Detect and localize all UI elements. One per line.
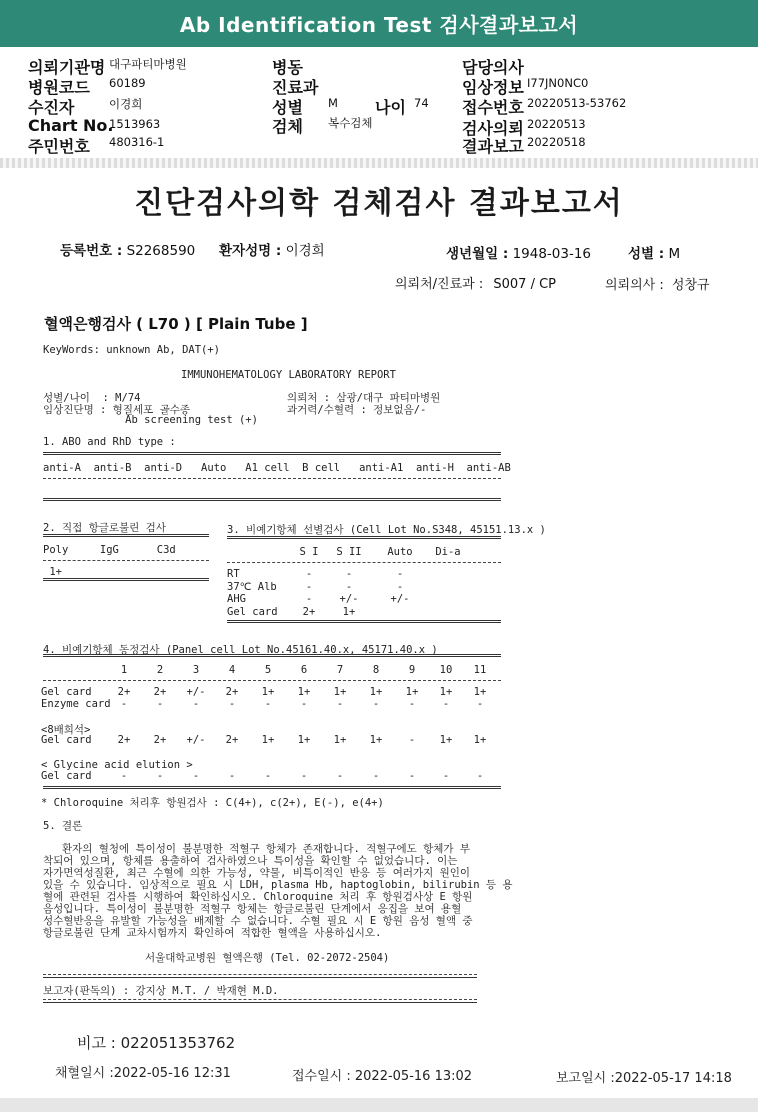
specimen-value: 복수검체 bbox=[328, 116, 373, 130]
panel-row-label: Gel card bbox=[41, 770, 92, 782]
reporter-separator-bottom bbox=[43, 999, 477, 1000]
keywords: KeyWords: unknown Ab, DAT(+) bbox=[43, 344, 221, 356]
panel-cell: - bbox=[408, 770, 416, 782]
hospital-code-value: 60189 bbox=[109, 76, 146, 90]
section-title: 혈액은행검사 ( L70 ) [ Plain Tube ] bbox=[44, 315, 308, 333]
ward-label: 병동 bbox=[272, 58, 303, 77]
panel-column-header: 2 bbox=[156, 664, 164, 676]
screening-header-s2: S II bbox=[336, 546, 362, 558]
test-request-label: 검사의뢰 bbox=[462, 119, 524, 138]
dilution-label: <8배희석> bbox=[41, 724, 91, 736]
conclusion-title: 5. 결론 bbox=[43, 820, 83, 832]
panel-cell: 1+ bbox=[261, 686, 275, 698]
sex-age-line: 성별/나이 : M/74 bbox=[43, 392, 141, 404]
panel-cell: 1+ bbox=[261, 734, 275, 746]
panel-cell: - bbox=[192, 698, 200, 710]
panel-cell: - bbox=[476, 770, 484, 782]
panel-cell: - bbox=[476, 698, 484, 710]
dob-value: 1948-03-16 bbox=[512, 246, 592, 262]
patient-sex bbox=[628, 242, 680, 262]
patient-value: 이경희 bbox=[109, 97, 143, 111]
referring-doctor bbox=[605, 274, 710, 293]
panel-cell: - bbox=[120, 770, 128, 782]
panel-cell: - bbox=[408, 734, 416, 746]
referral-dept bbox=[395, 273, 556, 292]
dat-values: 1+ bbox=[43, 566, 62, 578]
conclusion-line: 항글로불린 단계 교차시험까지 확인하여 적합한 혈액을 사용하십시오. bbox=[43, 927, 382, 939]
panel-cell: 1+ bbox=[297, 734, 311, 746]
abo-headers: anti-A anti-B anti-D Auto A1 cell B cell anti-A1 anti-H anti-AB bbox=[43, 462, 511, 474]
panel-column-header: 11 bbox=[473, 664, 487, 676]
screening-cell: - bbox=[305, 593, 313, 605]
report-sheet bbox=[0, 168, 758, 1098]
registration-no-label: 등록번호 : bbox=[60, 243, 123, 259]
referral-line: 의뢰처 : 삼광/대구 파티마병원 bbox=[287, 392, 441, 404]
panel-cell: 1+ bbox=[369, 734, 383, 746]
referring-doctor-value: 성창규 bbox=[671, 278, 710, 293]
panel-column-header: 10 bbox=[439, 664, 453, 676]
panel-cell: - bbox=[192, 770, 200, 782]
conclusion-line: 자가면역성질환, 최근 수혈에 의한 가능성, 약물, 비특이적인 반응 등 여러가지 원인이 bbox=[43, 867, 471, 879]
panel-separator-top bbox=[43, 654, 501, 657]
history-line: 과거력/수혈력 : 정보없음/- bbox=[287, 404, 427, 416]
glycine-label: < Glycine acid elution > bbox=[41, 759, 193, 771]
screening-header-dia: Di-a bbox=[435, 546, 461, 558]
bottom-strip bbox=[0, 1098, 758, 1112]
panel-cell: - bbox=[120, 698, 128, 710]
screening-title: 3. 비예기항체 선별검사 (Cell Lot No.S348, 45151.13.x ) bbox=[227, 524, 546, 536]
abo-rhd-title: 1. ABO and RhD type : bbox=[43, 436, 176, 448]
collection-value: 2022-05-16 12:31 bbox=[113, 1066, 231, 1081]
panel-cell: - bbox=[228, 698, 236, 710]
diagnosis-line: 임상진단명 : 형질세포 골수종 bbox=[43, 404, 191, 416]
receipt-label: 접수일시 : bbox=[292, 1069, 351, 1084]
doctor-in-charge-label: 담당의사 bbox=[462, 58, 524, 77]
panel-cell: 1+ bbox=[369, 686, 383, 698]
panel-column-header: 8 bbox=[372, 664, 380, 676]
panel-column-header: 9 bbox=[408, 664, 416, 676]
panel-column-header: 5 bbox=[264, 664, 272, 676]
conclusion-line: 혈에 관련된 검사를 시행하여 확인하십시오. Chloroquine 처리 후 항원검사상 E 항원 bbox=[43, 891, 473, 903]
date-of-birth bbox=[446, 242, 591, 262]
note bbox=[77, 1032, 235, 1053]
panel-cell: - bbox=[408, 698, 416, 710]
panel-cell: 2+ bbox=[153, 734, 167, 746]
panel-column-header: 6 bbox=[300, 664, 308, 676]
panel-cell: - bbox=[372, 770, 380, 782]
department-label: 진료과 bbox=[272, 78, 319, 97]
sex-value-report: M bbox=[668, 246, 681, 262]
screening-line: Ab screening test (+) bbox=[43, 414, 258, 426]
panel-column-header: 1 bbox=[120, 664, 128, 676]
panel-cell: - bbox=[336, 770, 344, 782]
dob-label: 생년월일 : bbox=[446, 246, 509, 262]
result-report-label: 결과보고 bbox=[462, 137, 524, 156]
hospital-code-label: 병원코드 bbox=[28, 78, 90, 97]
referral-dept-label: 의뢰처/진료과 : bbox=[395, 277, 484, 292]
dat-separator-mid bbox=[43, 560, 209, 561]
reporter-separator-top bbox=[43, 974, 477, 975]
abo-separator-bottom bbox=[43, 498, 501, 501]
panel-cell: 1+ bbox=[473, 734, 487, 746]
panel-row-label: Gel card bbox=[41, 734, 92, 746]
panel-cell: 2+ bbox=[117, 686, 131, 698]
abo-separator-top bbox=[43, 452, 501, 455]
specimen-label: 검체 bbox=[272, 117, 303, 136]
result-report-value: 20220518 bbox=[527, 135, 586, 149]
patient-label: 수진자 bbox=[28, 98, 75, 117]
screening-header-auto: Auto bbox=[387, 546, 413, 558]
report-datetime bbox=[556, 1067, 732, 1086]
screening-row-label: Gel card bbox=[227, 605, 278, 618]
conclusion-line: 착되어 있으며, 항체를 용출하여 검사하였으나 특이성을 확인할 수 없었습니다. 이는 bbox=[43, 855, 458, 867]
panel-title: 4. 비예기항체 동정검사 (Panel cell Lot No.45161.40.x, 45171.40.x ) bbox=[43, 644, 438, 656]
receipt-datetime bbox=[292, 1065, 472, 1084]
panel-separator-mid bbox=[43, 680, 501, 681]
patient-name bbox=[219, 239, 325, 259]
sex-label: 성별 bbox=[272, 98, 303, 117]
screening-cell: - bbox=[305, 568, 313, 580]
receipt-value: 2022-05-16 13:02 bbox=[354, 1069, 473, 1084]
panel-cell: 1+ bbox=[439, 734, 453, 746]
screening-cell: - bbox=[396, 568, 404, 580]
receipt-no-value: 20220513-53762 bbox=[527, 96, 627, 110]
panel-cell: - bbox=[300, 770, 308, 782]
registration-no-value: S2268590 bbox=[126, 243, 196, 259]
reporter-line: 보고자(판독의) : 강지상 M.T. / 박재현 M.D. bbox=[43, 985, 279, 997]
dat-separator-top bbox=[43, 534, 209, 537]
panel-cell: - bbox=[156, 698, 164, 710]
screening-row-label: RT bbox=[227, 568, 240, 580]
chloroquine-result: * Chloroquine 처리후 항원검사 : C(4+), c(2+), E(-), e(4+) bbox=[41, 797, 384, 809]
registration-no bbox=[60, 239, 195, 259]
panel-cell: - bbox=[228, 770, 236, 782]
screening-cell: 1+ bbox=[342, 605, 356, 618]
panel-cell: - bbox=[372, 698, 380, 710]
hospital-name-label: 의뢰기관명 bbox=[28, 58, 106, 77]
collection-label: 채혈일시 : bbox=[55, 1066, 114, 1081]
conclusion-line: 있을 수 있습니다. 임상적으로 필요 시 LDH, plasma Hb, haptoglobin, bilirubin 등 용 bbox=[43, 879, 513, 891]
reporter-separator-bottom2 bbox=[43, 1002, 477, 1003]
screening-cell: +/- bbox=[390, 593, 410, 605]
patient-name-label: 환자성명 : bbox=[219, 243, 282, 259]
screening-separator-bottom bbox=[227, 620, 501, 623]
chart-no-value: 1513963 bbox=[109, 117, 161, 131]
panel-cell: 2+ bbox=[117, 734, 131, 746]
conclusion-line: 성수혈반응을 유발할 가능성을 배제할 수 없습니다. 수혈 필요 시 E 항원 음성 혈액 중 bbox=[43, 915, 473, 927]
report-date-label: 보고일시 : bbox=[556, 1071, 615, 1086]
screening-cell: - bbox=[396, 580, 404, 593]
conclusion-line: 음성입니다. 특이성이 불분명한 적혈구 항체는 항글로불린 단계에서 응집을 보여 용혈 bbox=[43, 903, 462, 915]
panel-cell: 1+ bbox=[473, 686, 487, 698]
dat-headers: Poly IgG C3d bbox=[43, 544, 176, 556]
referral-dept-value: S007 / CP bbox=[493, 277, 557, 292]
resident-no-value: 480316-1 bbox=[109, 135, 165, 149]
perforation-divider bbox=[0, 158, 758, 168]
test-request-value: 20220513 bbox=[527, 117, 586, 131]
panel-cell: 2+ bbox=[225, 686, 239, 698]
screening-separator-mid bbox=[227, 562, 501, 563]
abo-separator-mid bbox=[43, 478, 501, 479]
dat-title: 2. 직접 항글로불린 검사 bbox=[43, 522, 166, 534]
note-value: 022051353762 bbox=[120, 1034, 236, 1052]
panel-cell: 1+ bbox=[333, 734, 347, 746]
panel-cell: 2+ bbox=[153, 686, 167, 698]
panel-cell: - bbox=[442, 770, 450, 782]
panel-column-header: 7 bbox=[336, 664, 344, 676]
header-panel bbox=[0, 50, 758, 158]
reporter-separator-top2 bbox=[43, 977, 477, 978]
panel-cell: 1+ bbox=[297, 686, 311, 698]
clinical-info-label: 임상정보 bbox=[462, 78, 524, 97]
collection-datetime bbox=[55, 1062, 231, 1081]
resident-no-label: 주민번호 bbox=[28, 137, 90, 156]
conclusion-line: 환자의 혈청에 특이성이 불분명한 적혈구 항체가 존재합니다. 적혈구에도 항체가 부 bbox=[43, 843, 471, 855]
screening-cell: +/- bbox=[339, 593, 359, 605]
hospital-line: 서울대학교병원 혈액은행 (Tel. 02-2072-2504) bbox=[145, 952, 390, 964]
screening-cell: 2+ bbox=[302, 605, 316, 618]
hospital-name-value: 대구파티마병원 bbox=[109, 57, 187, 71]
panel-cell: - bbox=[264, 770, 272, 782]
screening-cell: - bbox=[305, 580, 313, 593]
panel-cell: - bbox=[336, 698, 344, 710]
panel-cell: 1+ bbox=[333, 686, 347, 698]
report-date-value: 2022-05-17 14:18 bbox=[614, 1071, 732, 1086]
dat-separator-bottom bbox=[43, 578, 209, 581]
screening-separator-top bbox=[227, 536, 501, 539]
report-banner-title: Ab Identification Test 검사결과보고서 bbox=[0, 0, 758, 47]
panel-cell: +/- bbox=[186, 686, 206, 698]
screening-header-s1: S I bbox=[299, 546, 319, 558]
sex-label-report: 성별 : bbox=[628, 246, 665, 262]
screening-cell: - bbox=[345, 580, 353, 593]
panel-row-label: Gel card bbox=[41, 686, 92, 698]
panel-cell: 2+ bbox=[225, 734, 239, 746]
panel-cell: - bbox=[156, 770, 164, 782]
note-label: 비고 : bbox=[77, 1034, 116, 1052]
clinical-info-value: I77JN0NC0 bbox=[527, 76, 589, 90]
report-title: 진단검사의학 검체검사 결과보고서 bbox=[134, 186, 624, 221]
screening-row-label: AHG bbox=[227, 593, 246, 605]
age-value: 74 bbox=[414, 96, 429, 110]
panel-cell: - bbox=[442, 698, 450, 710]
patient-name-value: 이경희 bbox=[285, 243, 325, 259]
receipt-no-label: 접수번호 bbox=[462, 98, 524, 117]
sex-value: M bbox=[328, 96, 338, 110]
screening-cell: - bbox=[345, 568, 353, 580]
panel-row-label: Enzyme card bbox=[41, 698, 111, 710]
panel-cell: - bbox=[264, 698, 272, 710]
panel-cell: - bbox=[300, 698, 308, 710]
chart-no-label: Chart No. bbox=[28, 116, 114, 135]
screening-row-label: 37℃ Alb bbox=[227, 580, 277, 593]
panel-cell: 1+ bbox=[439, 686, 453, 698]
age-label: 나이 bbox=[375, 98, 406, 117]
referring-doctor-label: 의뢰의사 : bbox=[605, 278, 664, 293]
panel-column-header: 4 bbox=[228, 664, 236, 676]
panel-separator-bottom bbox=[43, 786, 501, 789]
panel-column-header: 3 bbox=[192, 664, 200, 676]
panel-cell: 1+ bbox=[405, 686, 419, 698]
lab-report-title: IMMUNOHEMATOLOGY LABORATORY REPORT bbox=[181, 369, 396, 381]
panel-cell: +/- bbox=[186, 734, 206, 746]
